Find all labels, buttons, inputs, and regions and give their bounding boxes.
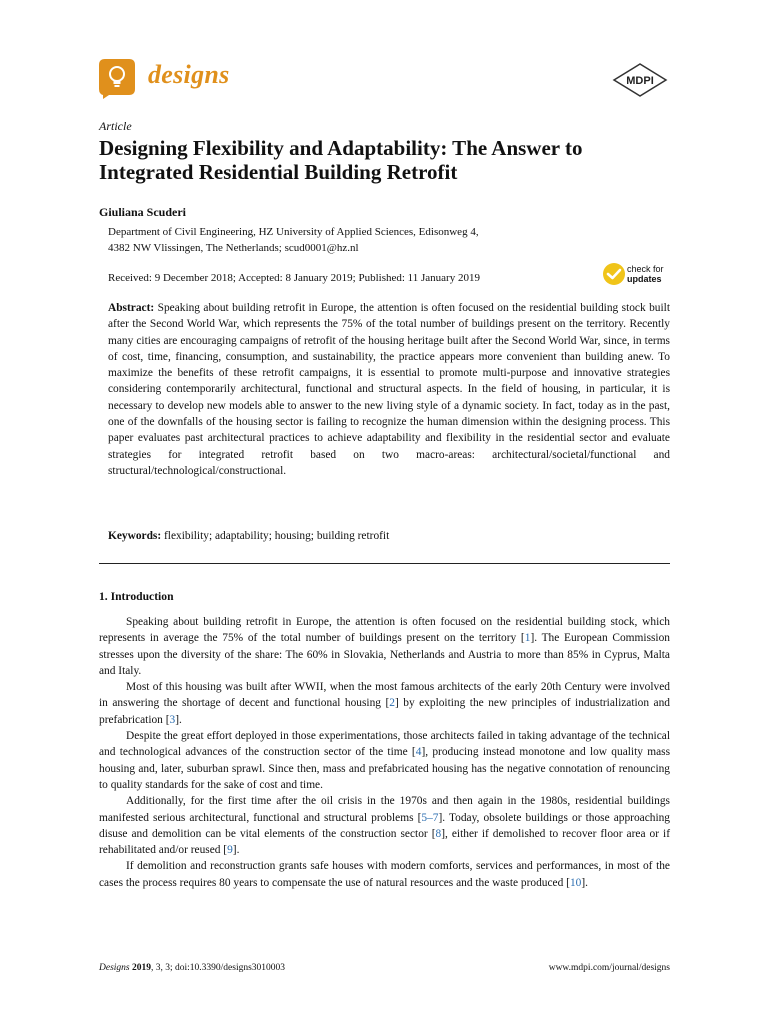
paragraph: Despite the great effort deployed in those experimentations, those architects failed in taking advantage of the technical and technological advances of the construction sector of the time [4], producing instead monotone and low quality mass housing and, later, suburban sprawl. Since then, mass and prefabricated housing has the negative connotation of renouncing to quality standards for the sake of cost and time. (99, 730, 671, 791)
footer-url[interactable]: www.mdpi.com/journal/designs (548, 963, 670, 973)
footer-journal: Designs (99, 963, 130, 973)
citation-link[interactable]: 4 (415, 746, 422, 759)
journal-logo-icon (99, 59, 135, 99)
keywords-label: Keywords: (108, 530, 162, 542)
section-divider (99, 563, 670, 564)
footer-citation (99, 963, 285, 973)
author-name: Giuliana Scuderi (99, 205, 187, 219)
citation-link[interactable]: 5–7 (421, 811, 439, 824)
affiliation-line-2: 4382 NW Vlissingen, The Netherlands; scud0001@hz.nl (108, 242, 359, 254)
abstract (108, 300, 670, 479)
article-type: Article (99, 119, 132, 133)
abstract-label: Abstract: (108, 302, 155, 314)
citation-link[interactable]: 1 (524, 632, 531, 645)
keywords (108, 528, 670, 544)
check-updates-icon (602, 262, 626, 286)
footer-year: 2019 (132, 963, 151, 973)
citation-link[interactable]: 3 (169, 713, 176, 726)
section-heading: 1. Introduction (99, 590, 174, 603)
journal-name: designs (148, 60, 230, 89)
introduction-body (99, 614, 670, 891)
affiliation-line-1: Department of Civil Engineering, HZ University of Applied Sciences, Edisonweg 4, (108, 226, 479, 238)
footer-doi: , 3, 3; doi:10.3390/designs3010003 (151, 963, 286, 973)
abstract-text: Speaking about building retrofit in Europe, the attention is often focused on the residential building stock built after the Second World War, which represents the 75% of the total number of buildings present on the territory. Recently many cities are encouraging campaigns of retrofit of the housing heritage built after the Second World War, since, in terms of cost, time, financing, consumption, and sustainability, the practice appears more convenient than building anew. To maximize the benefits of these retrofit campaigns, it is essential to promote multi-purpose and innovative strategies considering contemporarily architectural, functional and structural aspects. In the field of housing, in particular, it is necessary to develop new models able to answer to the new living style of a dynamic society. In fact, today as in the past, one of the downfalls of the housing sector is failing to recognize the human dimension within the designing process. This paper evaluates past architectural practices to achieve adaptability and flexibility in the residential sector and evaluate strategies for integrated retrofit based on two macro-areas: architectural/societal/functional and structural/technological/constructional. (108, 302, 670, 477)
citation-link[interactable]: 8 (435, 827, 442, 840)
affiliation (108, 224, 578, 256)
mdpi-logo-icon (612, 62, 668, 98)
check-updates-label[interactable] (627, 264, 664, 284)
check-updates-line-1: check for (627, 264, 664, 274)
paragraph: Additionally, for the first time after the oil crisis in the 1970s and then again in the 1980s, residential buildings manifested serious architectural, functional and structural problems [5–7]. Today, obsolete buildings or those approaching disuse and demolition can be vital elements of the construction sector [8], either if demolished to recover floor area or if rehabilitated and/or reused [9]. (99, 795, 671, 857)
check-updates-line-2: updates (627, 274, 662, 284)
page-title: Designing Flexibility and Adaptability: The Answer to Integrated Residential Building Retrofit (99, 136, 583, 184)
citation-link[interactable]: 2 (389, 697, 395, 710)
paragraph: Speaking about building retrofit in Europe, the attention is often focused on the residential building stock, which represents in average the 75% of the total number of buildings present on the territory [1]. The European Commission stresses upon the diversity of the share: The 60% in Slovakia, Netherlands and Austria to more than 85% in Cyprus, Malta and Italy. (99, 616, 670, 677)
mdpi-logo-text: MDPI (626, 75, 654, 87)
citation-link[interactable]: 9 (227, 844, 233, 857)
citation-link[interactable]: 10 (569, 876, 582, 889)
paragraph: If demolition and reconstruction grants safe houses with modern comforts, services and performances, in most of the cases the process requires 80 years to compensate the use of natural resources and the waste produced [10]. (99, 860, 670, 889)
keywords-text: flexibility; adaptability; housing; building retrofit (164, 530, 390, 542)
publication-dates: Received: 9 December 2018; Accepted: 8 January 2019; Published: 11 January 2019 (108, 272, 480, 284)
paragraph: Most of this housing was built after WWII, when the most famous architects of the early 20th Century were involved in answering the shortage of decent and functional housing [2] by exploiting the new principles of industrialization and prefabrication [3]. (99, 681, 670, 726)
